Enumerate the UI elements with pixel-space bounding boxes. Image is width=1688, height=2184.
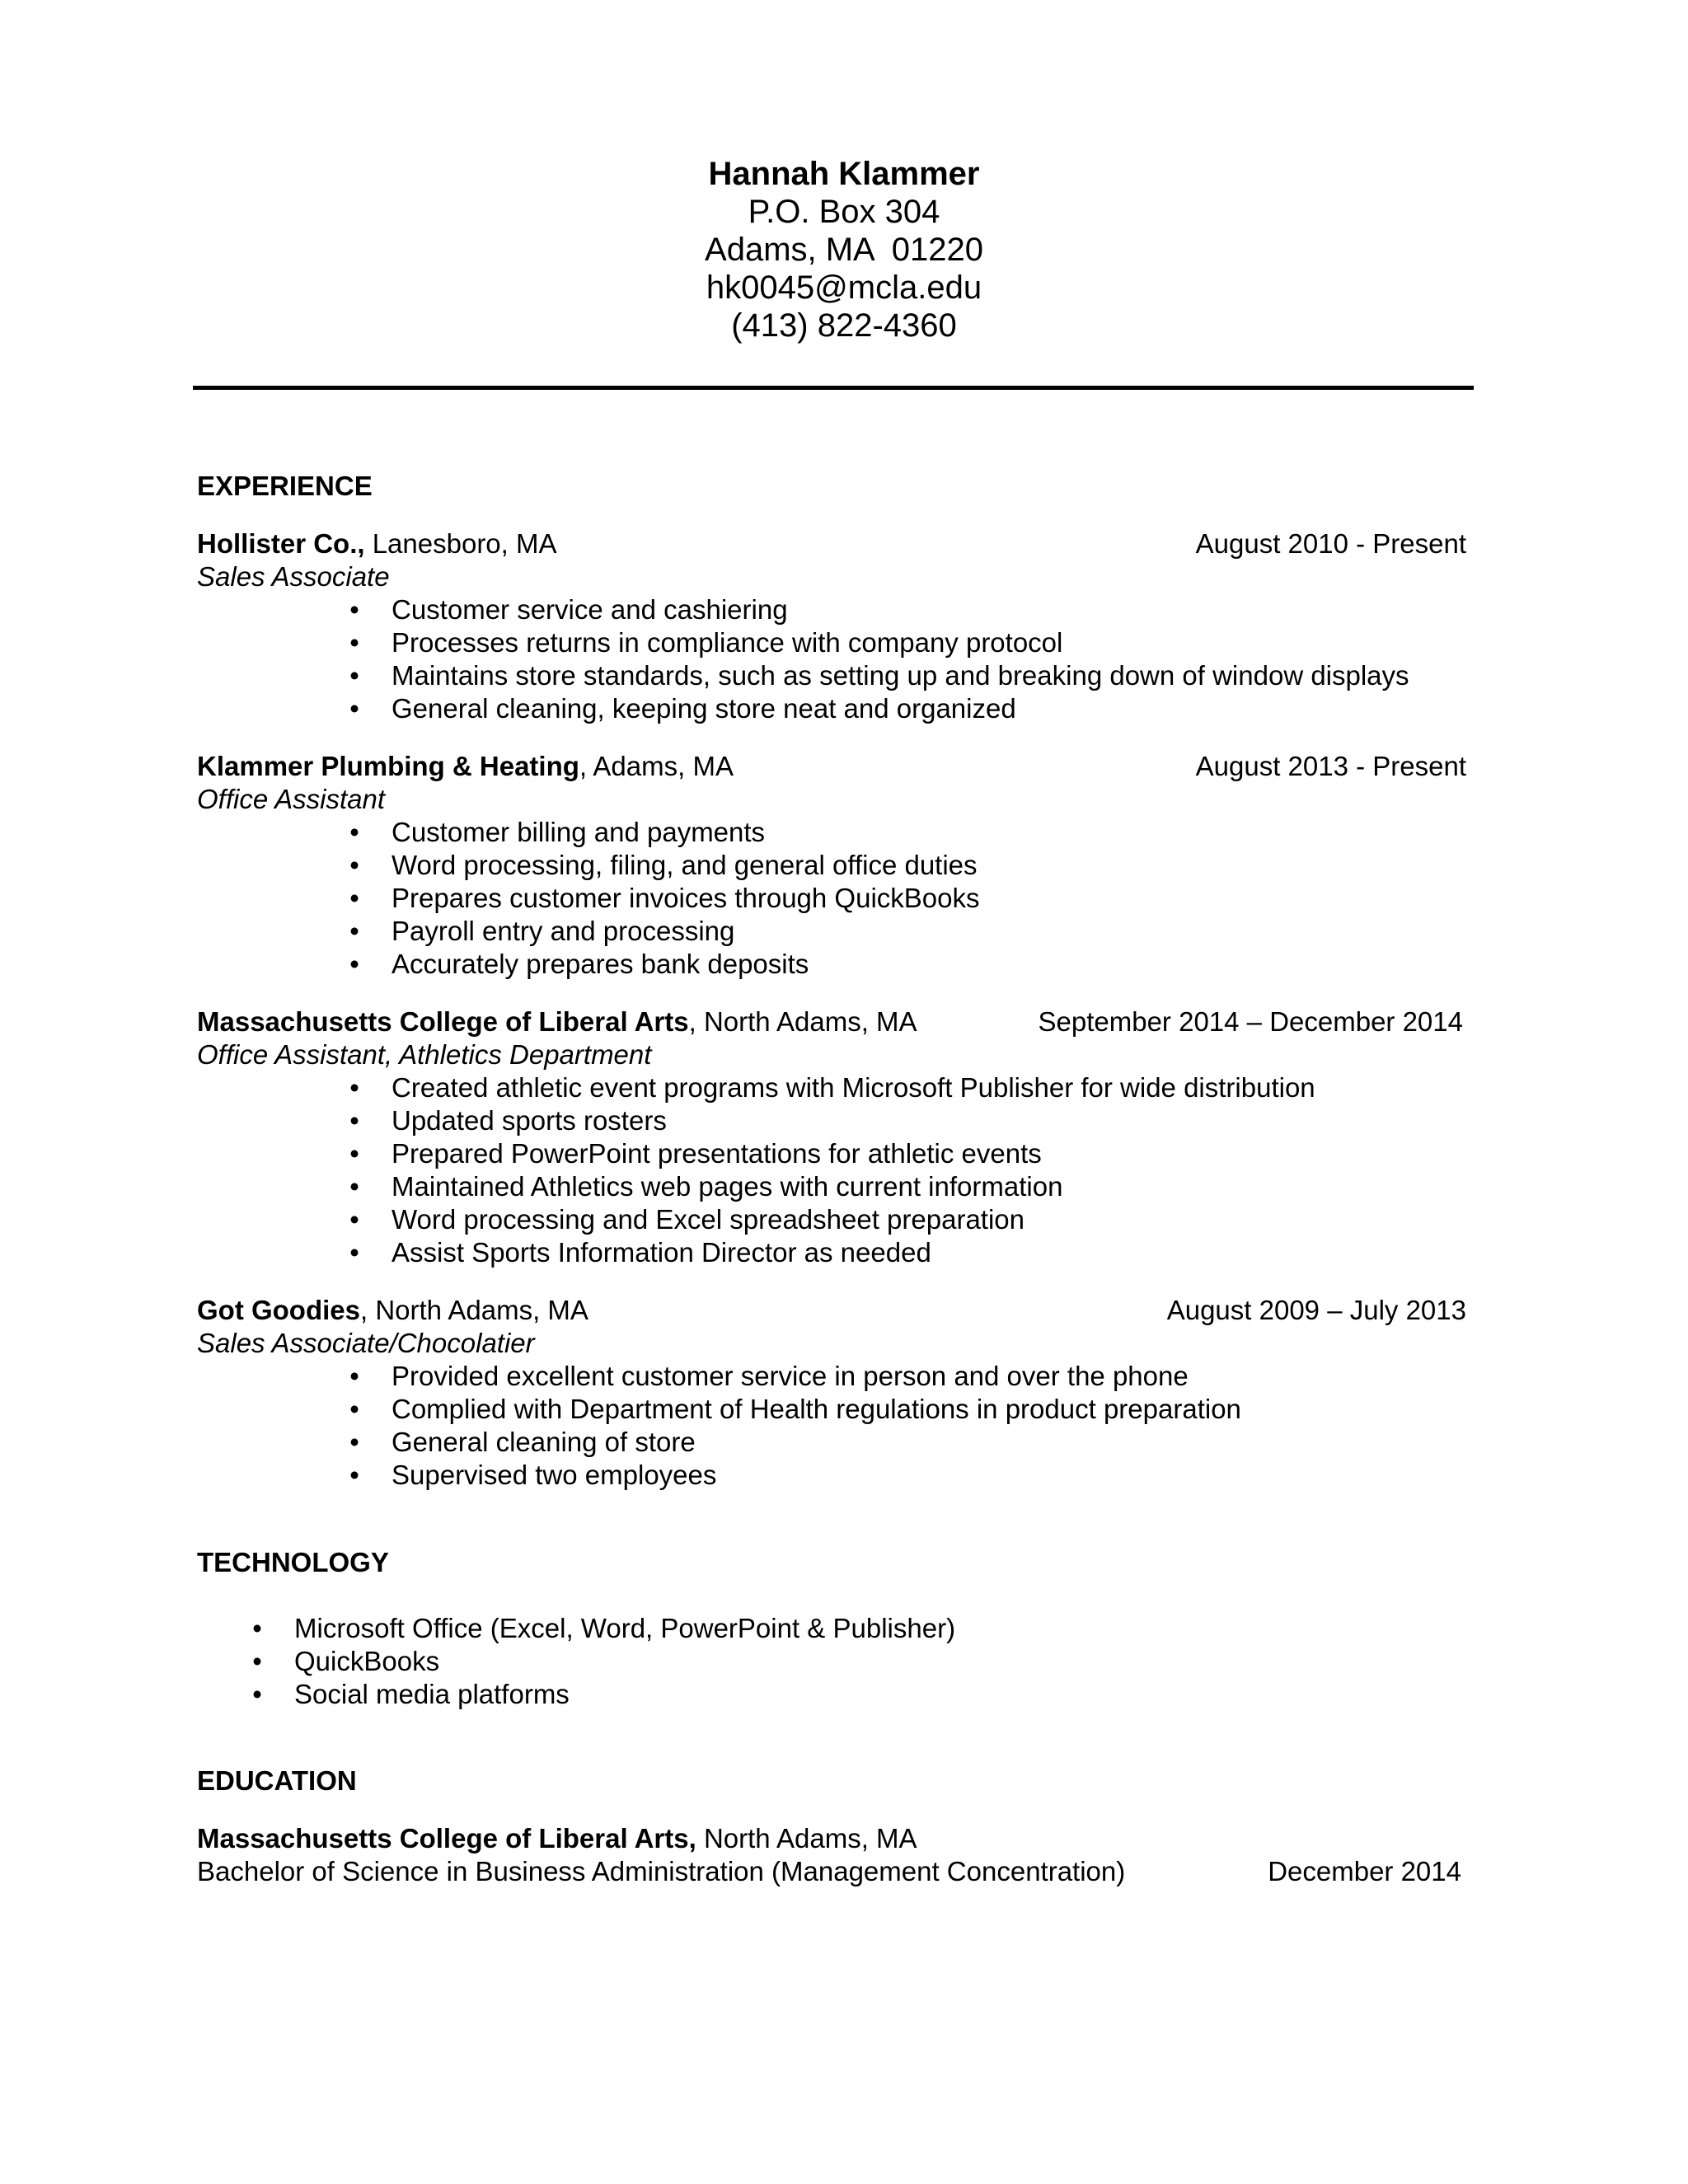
bullet-icon: • — [349, 883, 359, 913]
job-dates: August 2010 - Present — [1195, 528, 1466, 559]
technology-item — [252, 1612, 1471, 1645]
bullet-icon: • — [349, 1138, 359, 1169]
address-line-2: Adams, MA 01220 — [705, 232, 983, 268]
job-entry — [197, 1294, 1471, 1492]
technology-item — [252, 1645, 1471, 1678]
duty-text: Word processing, filing, and general office duties — [392, 850, 978, 880]
bullet-icon: • — [252, 1679, 262, 1709]
job-title: Office Assistant, Athletics Department — [197, 1039, 652, 1070]
duty-item — [349, 692, 1471, 725]
job-employer-line — [197, 1294, 588, 1327]
job-title: Sales Associate/Chocolatier — [197, 1328, 535, 1358]
duty-item — [349, 882, 1471, 915]
technology-heading: TECHNOLOGY — [197, 1547, 389, 1577]
duty-list — [197, 1071, 1471, 1269]
duty-item — [349, 593, 1471, 626]
technology-item — [252, 1678, 1471, 1711]
education-location: North Adams, MA — [696, 1823, 917, 1854]
education-school-line — [197, 1822, 1471, 1855]
duty-text: Accurately prepares bank deposits — [392, 949, 809, 979]
duty-text: Word processing and Excel spreadsheet preparation — [392, 1204, 1025, 1235]
duty-text: Prepared PowerPoint presentations for athletic events — [392, 1138, 1042, 1169]
duty-text: Customer billing and payments — [392, 817, 766, 847]
section-spacer — [197, 1492, 1471, 1546]
job-entry — [197, 1005, 1471, 1269]
bullet-icon: • — [349, 594, 359, 625]
job-employer: Klammer Plumbing & Heating — [197, 751, 579, 781]
bullet-icon: • — [252, 1646, 262, 1676]
bullet-icon: • — [349, 1237, 359, 1268]
duty-item — [349, 1137, 1471, 1170]
bullet-icon: • — [349, 1394, 359, 1424]
duty-item — [349, 1459, 1471, 1492]
technology-text: QuickBooks — [294, 1646, 440, 1676]
bullet-icon: • — [349, 1105, 359, 1136]
duty-text: General cleaning, keeping store neat and organized — [392, 693, 1016, 724]
experience-heading: EXPERIENCE — [197, 471, 373, 501]
bullet-icon: • — [349, 1460, 359, 1490]
duty-item — [349, 1071, 1471, 1104]
job-employer: Hollister Co., — [197, 528, 365, 559]
bullet-icon: • — [349, 693, 359, 724]
bullet-icon: • — [349, 627, 359, 658]
duty-item — [349, 915, 1471, 948]
duty-text: General cleaning of store — [392, 1427, 696, 1457]
duty-text: Prepares customer invoices through QuickBooks — [392, 883, 980, 913]
header-divider — [193, 386, 1474, 390]
job-location: , North Adams, MA — [688, 1006, 917, 1037]
job-location: Lanesboro, MA — [364, 528, 557, 559]
education-heading: EDUCATION — [197, 1765, 357, 1796]
duty-text: Maintained Athletics web pages with current information — [392, 1171, 1063, 1202]
education-date: December 2014 — [1268, 1856, 1461, 1886]
duty-text: Created athletic event programs with Microsoft Publisher for wide distribution — [392, 1072, 1315, 1103]
job-employer-line — [197, 1005, 917, 1038]
bullet-icon: • — [349, 1361, 359, 1391]
section-spacer — [197, 1711, 1471, 1765]
duty-item — [349, 816, 1471, 849]
resume-header — [0, 155, 1688, 344]
duty-item — [349, 1393, 1471, 1426]
job-location: , Adams, MA — [579, 751, 734, 781]
duty-text: Supervised two employees — [392, 1460, 717, 1490]
bullet-icon: • — [349, 1427, 359, 1457]
job-employer: Got Goodies — [197, 1295, 360, 1325]
technology-text: Microsoft Office (Excel, Word, PowerPoint & Publisher) — [294, 1613, 956, 1643]
education-degree: Bachelor of Science in Business Administration (Management Concentration) — [197, 1856, 1126, 1886]
duty-text: Customer service and cashiering — [392, 594, 788, 625]
job-dates: August 2013 - Present — [1195, 751, 1466, 781]
duty-list — [197, 816, 1471, 981]
job-dates: September 2014 – December 2014 — [1038, 1006, 1463, 1037]
address-line-1: P.O. Box 304 — [748, 194, 940, 230]
bullet-icon: • — [349, 1171, 359, 1202]
bullet-icon: • — [252, 1613, 262, 1643]
duty-list — [197, 1360, 1471, 1492]
job-employer-line — [197, 527, 557, 560]
duty-text: Payroll entry and processing — [392, 916, 735, 946]
duty-item — [349, 1203, 1471, 1236]
bullet-icon: • — [349, 817, 359, 847]
duty-item — [349, 1104, 1471, 1137]
duty-text: Processes returns in compliance with company protocol — [392, 627, 1063, 658]
duty-item — [349, 1236, 1471, 1269]
duty-item — [349, 948, 1471, 981]
bullet-icon: • — [349, 850, 359, 880]
job-title: Sales Associate — [197, 561, 390, 592]
technology-text: Social media platforms — [294, 1679, 570, 1709]
duty-item — [349, 626, 1471, 659]
duty-item — [349, 849, 1471, 882]
duty-list — [197, 593, 1471, 725]
job-entry — [197, 750, 1471, 981]
duty-text: Complied with Department of Health regulations in product preparation — [392, 1394, 1241, 1424]
bullet-icon: • — [349, 949, 359, 979]
job-employer: Massachusetts College of Liberal Arts — [197, 1006, 689, 1037]
duty-text: Assist Sports Information Director as needed — [392, 1237, 931, 1268]
email-address: hk0045@mcla.edu — [706, 269, 982, 306]
duty-text: Provided excellent customer service in person and over the phone — [392, 1361, 1189, 1391]
resume-body — [197, 470, 1471, 1888]
technology-list — [197, 1612, 1471, 1711]
duty-text: Updated sports rosters — [392, 1105, 667, 1136]
bullet-icon: • — [349, 1204, 359, 1235]
bullet-icon: • — [349, 1072, 359, 1103]
duty-item — [349, 1170, 1471, 1203]
job-location: , North Adams, MA — [360, 1295, 588, 1325]
phone-number: (413) 822-4360 — [731, 307, 957, 344]
duty-item — [349, 1360, 1471, 1393]
duty-item — [349, 1426, 1471, 1459]
bullet-icon: • — [349, 916, 359, 946]
job-employer-line — [197, 750, 734, 783]
duty-item — [349, 659, 1471, 692]
education-entry — [197, 1822, 1471, 1888]
candidate-name: Hannah Klammer — [708, 156, 980, 192]
job-entry — [197, 527, 1471, 725]
job-dates: August 2009 – July 2013 — [1166, 1295, 1466, 1325]
education-school: Massachusetts College of Liberal Arts, — [197, 1823, 696, 1854]
job-title: Office Assistant — [197, 784, 386, 814]
duty-text: Maintains store standards, such as setting up and breaking down of window displays — [392, 660, 1409, 691]
bullet-icon: • — [349, 660, 359, 691]
